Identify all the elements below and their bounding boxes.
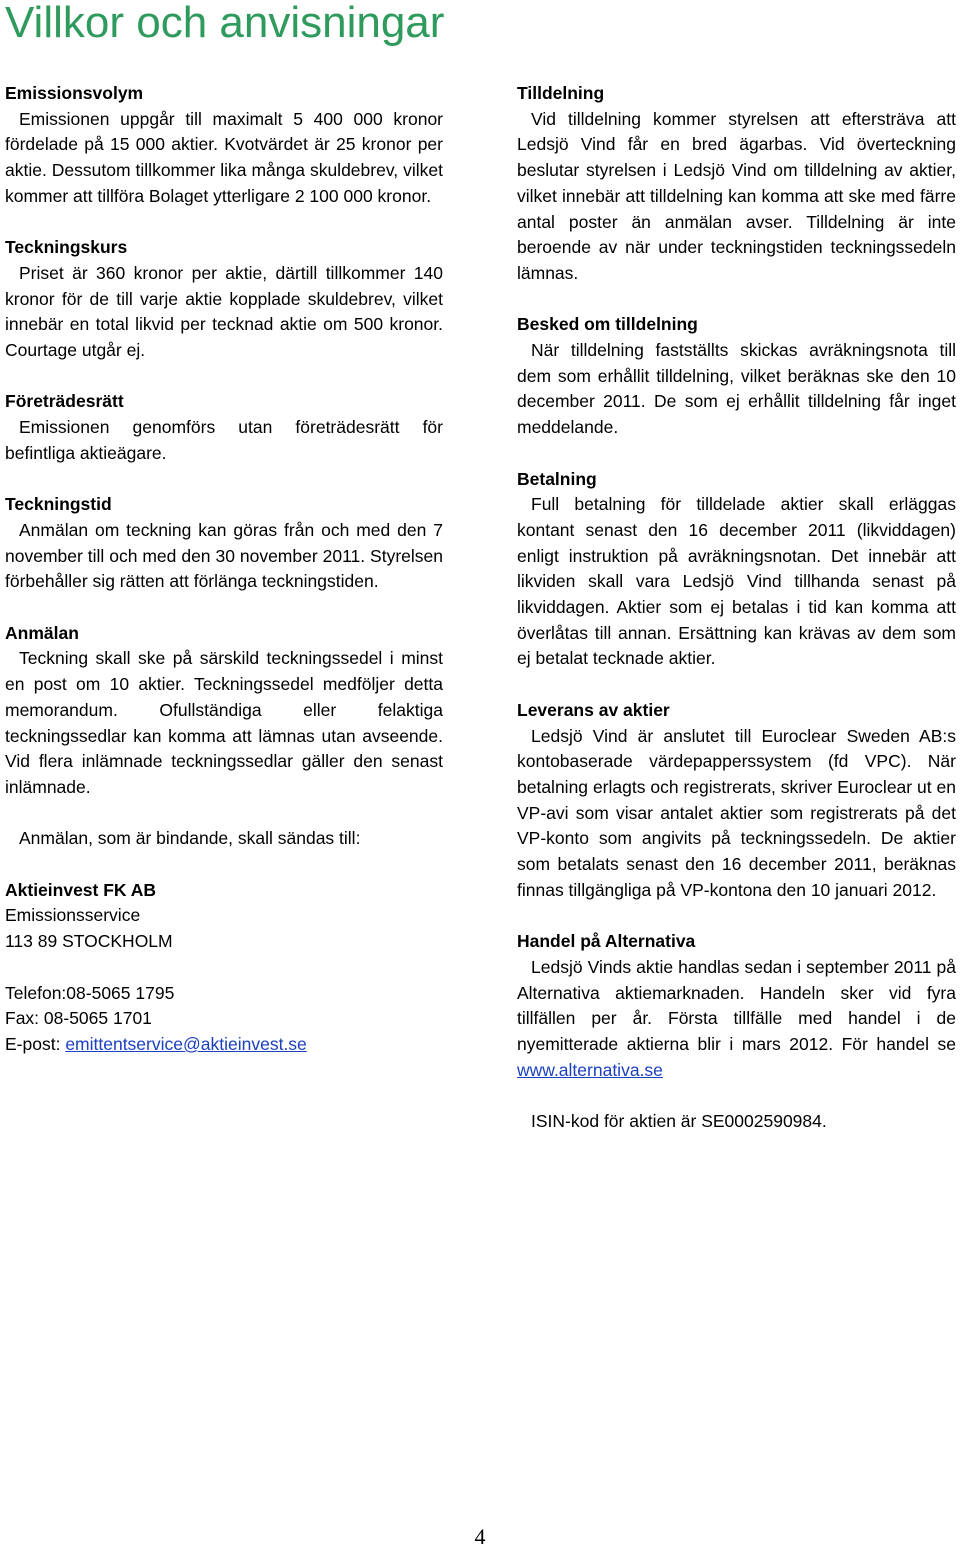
- contact-fax: Fax: 08-5065 1701: [5, 1008, 152, 1029]
- section-body: Vid tilldelning kommer styrelsen att eftersträva att Ledsjö Vind får en bred ägarbas. Vid överteckning beslutar styrelsen i Ledsjö Vind om tilldelning av aktier, vilket innebär att tilldelning kan komma att ske med färre antal poster än anmälan avser. Tilldelning är inte beroende av när under teckningstiden teckningssedeln lämnas.: [517, 108, 956, 283]
- section-title: Handel på Alternativa: [517, 931, 696, 952]
- section-title: Företrädesrätt: [5, 391, 124, 412]
- section-title: Teckningstid: [5, 494, 112, 515]
- section-body: Priset är 360 kronor per aktie, därtill tillkommer 140 kronor för de till varje aktie kopplade skuldebrev, vilket innebär en total likvid per tecknad aktie om 500 kronor. Courtage utgår ej.: [5, 262, 443, 361]
- section-handel: [517, 929, 956, 1083]
- section-teckningstid: [5, 492, 443, 595]
- handel-text: Ledsjö Vinds aktie handlas sedan i september 2011 på Alternativa aktiemarknaden. Handeln sker vid fyra tillfällen per år. Första tillfälle med handel i de nyemitterade aktierna blir i mars 2012. För handel se: [517, 956, 956, 1054]
- contact-email-line: [5, 1032, 443, 1058]
- section-teckningskurs: [5, 235, 443, 364]
- section-body: Anmälan om teckning kan göras från och med den 7 november till och med den 30 november 2011. Styrelsen förbehåller sig rätten att förlänga teckningstiden.: [5, 519, 443, 592]
- alternativa-link[interactable]: www.alternativa.se: [517, 1059, 663, 1080]
- section-anmalan: [5, 621, 443, 801]
- page-title: Villkor och anvisningar: [5, 0, 445, 47]
- section-title: Leverans av aktier: [517, 699, 670, 720]
- section-besked: [517, 312, 956, 441]
- isin-text: ISIN-kod för aktien är SE0002590984.: [531, 1111, 827, 1132]
- contact-block: [5, 981, 443, 1058]
- section-foretradesratt: [5, 389, 443, 466]
- address-department: Emissionsservice: [5, 905, 141, 926]
- section-body: Emissionen genomförs utan företrädesrätt för befintliga aktieägare.: [5, 417, 443, 463]
- address-company: Aktieinvest FK AB: [5, 879, 157, 900]
- section-body: Ledsjö Vind är anslutet till Euroclear Sweden AB:s kontobaserade värdepapperssystem (fd VPC). När betalning erlagts och registrerats, skriver Euroclear ut en VP-avi som visar antalet aktier som registrerats på det VP-konto som angivits på teckningssedeln. De aktier som betalats senast den 16 december 2011, beräknas finnas tillgängliga på VP-kontona den 10 januari 2012.: [517, 725, 956, 900]
- section-title: Betalning: [517, 468, 597, 489]
- section-title: Anmälan: [5, 622, 79, 643]
- section-body: Full betalning för tilldelade aktier skall erläggas kontant senast den 16 december 2011 (likviddagen) enligt instruktion på avräkningsnotan. Det innebär att likviden skall vara Ledsjö Vind tillhanda senast på likviddagen. Aktier som ej betalas i tid kan komma att överlåtas till annan. Ersättning kan krävas av dem som ej betalat tecknade aktier.: [517, 494, 956, 669]
- send-to-text: Anmälan, som är bindande, skall sändas till:: [19, 828, 361, 849]
- section-title: Teckningskurs: [5, 237, 128, 258]
- section-betalning: [517, 467, 956, 673]
- email-label: E-post:: [5, 1033, 66, 1054]
- section-emissionsvolym: [5, 81, 443, 210]
- email-link[interactable]: emittentservice@aktieinvest.se: [65, 1033, 307, 1054]
- section-body: Teckning skall ske på särskild teckningssedel i minst en post om 10 aktier. Teckningssedel medföljer detta memorandum. Ofullständiga eller felaktiga teckningssedlar kan komma att lämnas utan avseende. Vid flera inlämnade teckningssedlar gäller den senast inlämnade.: [5, 648, 443, 797]
- address-block: [5, 878, 443, 955]
- section-title: Emissionsvolym: [5, 83, 144, 103]
- section-leverans: [517, 698, 956, 904]
- right-column: [517, 81, 956, 1135]
- section-body: [517, 955, 956, 1084]
- contact-phone: Telefon:08-5065 1795: [5, 982, 175, 1003]
- address-city: 113 89 STOCKHOLM: [5, 931, 173, 952]
- page-number: 4: [474, 1524, 486, 1549]
- section-title: Tilldelning: [517, 83, 605, 103]
- section-body: Emissionen uppgår till maximalt 5 400 000 kronor fördelade på 15 000 aktier. Kvotvärdet är 25 kronor per aktie. Dessutom tillkommer lika många skuldebrev, vilket kommer att tillföra Bolaget ytterligare 2 100 000 kronor.: [5, 108, 443, 206]
- left-column: [5, 81, 443, 1058]
- section-title: Besked om tilldelning: [517, 314, 698, 335]
- section-body: När tilldelning fastställts skickas avräkningsnota till dem som erhållit tilldelning, vilket beräknas ske den 10 december 2011. De som ej erhållit tilldelning får inget meddelande.: [517, 340, 956, 438]
- section-tilldelning: [517, 81, 956, 287]
